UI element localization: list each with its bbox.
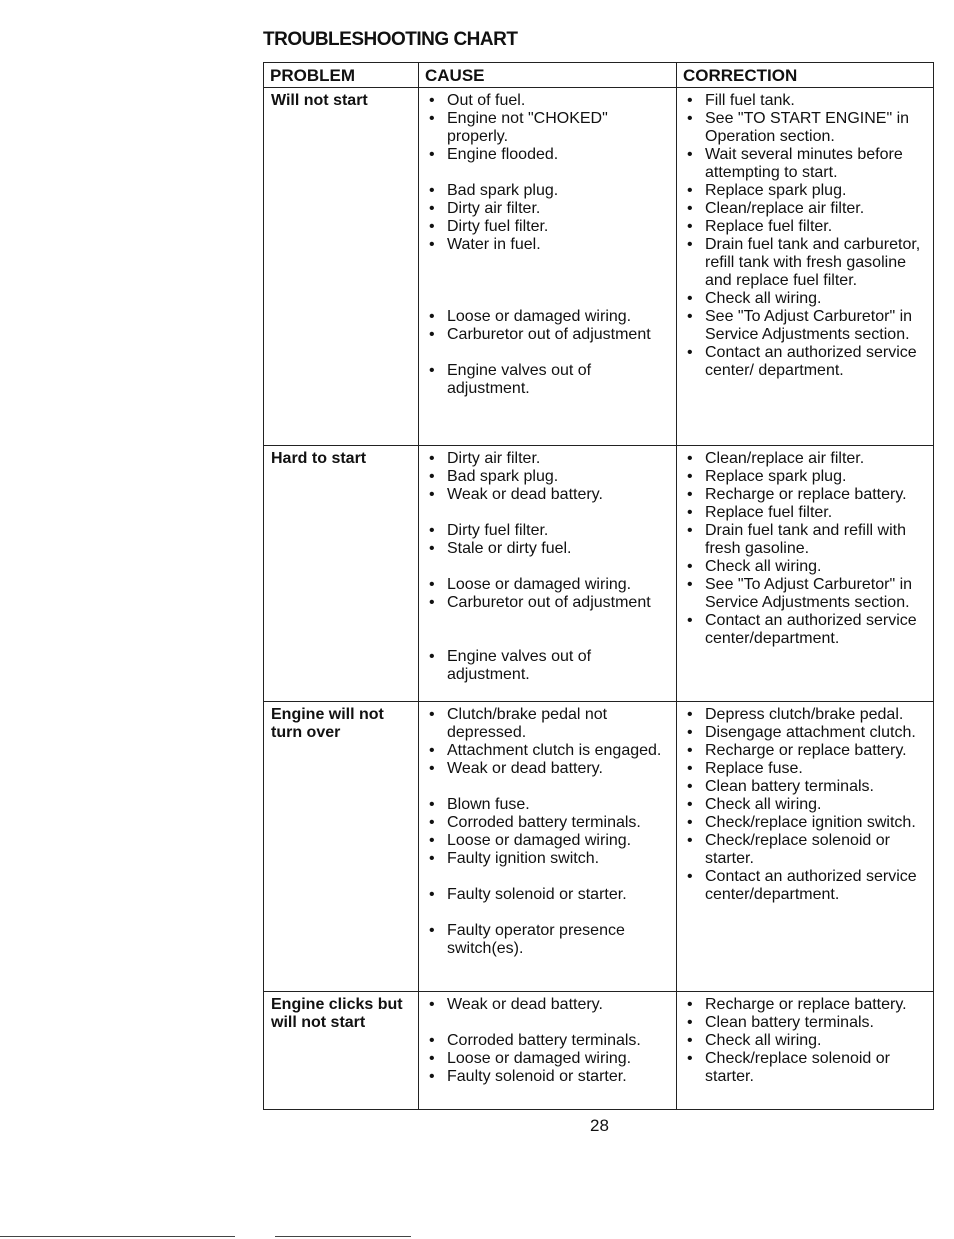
bullet-icon: • (429, 236, 435, 253)
correction-text: Fill fuel tank. (705, 92, 795, 109)
correction-text: Clean battery terminals. (705, 778, 874, 795)
cause-item (425, 814, 672, 832)
bullet-icon: • (687, 760, 693, 777)
correction-item (683, 576, 929, 612)
cause-text: Dirty air filter. (447, 450, 541, 467)
spacer (425, 778, 672, 796)
correction-text: Replace fuel filter. (705, 218, 833, 235)
correction-cell (677, 992, 934, 1110)
bullet-icon: • (429, 576, 435, 593)
bullet-icon: • (429, 796, 435, 813)
footer-rule (0, 1236, 235, 1237)
correction-item (683, 522, 929, 558)
correction-item (683, 110, 929, 146)
cause-cell (419, 446, 677, 702)
correction-item (683, 200, 929, 218)
correction-item (683, 760, 929, 778)
cause-text: Clutch/brake pedal not depressed. (447, 706, 608, 741)
bullet-icon: • (429, 200, 435, 217)
cause-text: Engine not "CHOKED" properly. (447, 110, 608, 145)
cause-text: Water in fuel. (447, 236, 541, 253)
correction-item (683, 218, 929, 236)
table-row (264, 992, 934, 1110)
bullet-icon: • (687, 1014, 693, 1031)
bullet-icon: • (687, 290, 693, 307)
bullet-icon: • (429, 850, 435, 867)
cause-item (425, 182, 672, 200)
correction-text: Check all wiring. (705, 558, 822, 575)
bullet-icon: • (687, 450, 693, 467)
correction-text: Recharge or replace battery. (705, 486, 907, 503)
spacer (425, 290, 672, 308)
correction-item (683, 1014, 929, 1032)
cause-item (425, 92, 672, 110)
correction-item (683, 1032, 929, 1050)
correction-text: Wait several minutes before attempting to start. (705, 146, 903, 181)
correction-text: Clean/replace air filter. (705, 450, 865, 467)
correction-text: Check/replace solenoid or starter. (705, 832, 890, 867)
spacer (425, 1014, 672, 1032)
cause-text: Faulty solenoid or starter. (447, 886, 627, 903)
bullet-icon: • (429, 308, 435, 325)
correction-item (683, 868, 929, 904)
cause-item (425, 576, 672, 594)
spacer (425, 164, 672, 182)
bullet-icon: • (429, 326, 435, 343)
bullet-icon: • (429, 182, 435, 199)
problem-cell: Hard to start (264, 446, 419, 702)
bullet-icon: • (687, 308, 693, 325)
bullet-icon: • (429, 540, 435, 557)
cause-item (425, 886, 672, 904)
correction-item (683, 814, 929, 832)
spacer (425, 504, 672, 522)
table-row (264, 88, 934, 446)
spacer (425, 344, 672, 362)
correction-text: Replace spark plug. (705, 182, 847, 199)
bullet-icon: • (429, 450, 435, 467)
correction-item (683, 92, 929, 110)
cause-item (425, 200, 672, 218)
bullet-icon: • (429, 996, 435, 1013)
bullet-icon: • (429, 886, 435, 903)
cause-item (425, 706, 672, 742)
cause-text: Faulty operator presence switch(es). (447, 922, 625, 957)
bullet-icon: • (687, 182, 693, 199)
cause-item (425, 594, 672, 612)
header-correction: CORRECTION (677, 63, 934, 88)
cause-text: Bad spark plug. (447, 468, 559, 485)
cause-text: Engine valves out of adjustment. (447, 648, 592, 683)
bullet-icon: • (687, 200, 693, 217)
correction-item (683, 558, 929, 576)
cause-item (425, 486, 672, 504)
cause-item (425, 742, 672, 760)
correction-text: See "To Adjust Carburetor" in Service Adjustments section. (705, 308, 913, 343)
cause-text: Bad spark plug. (447, 182, 559, 199)
correction-item (683, 486, 929, 504)
bullet-icon: • (687, 1050, 693, 1067)
cause-item (425, 218, 672, 236)
footer-rule (275, 1236, 411, 1237)
cause-item (425, 1032, 672, 1050)
spacer (425, 630, 672, 648)
cause-item (425, 326, 672, 344)
spacer (425, 254, 672, 272)
problem-cell: Engine clicks but will not start (264, 992, 419, 1110)
bullet-icon: • (687, 558, 693, 575)
cause-item (425, 648, 672, 684)
bullet-icon: • (429, 1068, 435, 1085)
bullet-icon: • (429, 648, 435, 665)
cause-text: Out of fuel. (447, 92, 526, 109)
bullet-icon: • (687, 522, 693, 539)
bullet-icon: • (687, 832, 693, 849)
bullet-icon: • (687, 218, 693, 235)
cause-item (425, 1068, 672, 1086)
correction-text: Replace fuel filter. (705, 504, 833, 521)
troubleshooting-table (263, 62, 933, 1112)
bullet-icon: • (687, 796, 693, 813)
correction-text: Contact an authorized service center/department. (705, 612, 917, 647)
cause-cell (419, 992, 677, 1110)
correction-text: Drain fuel tank and refill with fresh gasoline. (705, 522, 906, 557)
bullet-icon: • (687, 236, 693, 253)
correction-text: Disengage attachment clutch. (705, 724, 916, 741)
cause-text: Dirty air filter. (447, 200, 541, 217)
page-title: TROUBLESHOOTING CHART (263, 29, 518, 50)
bullet-icon: • (687, 92, 693, 109)
cause-text: Stale or dirty fuel. (447, 540, 572, 557)
bullet-icon: • (687, 576, 693, 593)
page-number: 28 (590, 1116, 609, 1135)
cause-item (425, 996, 672, 1014)
bullet-icon: • (429, 362, 435, 379)
correction-item (683, 468, 929, 486)
problem-cell: Engine will not turn over (264, 702, 419, 992)
table-header-row (264, 63, 934, 88)
bullet-icon: • (687, 868, 693, 885)
cause-text: Faulty solenoid or starter. (447, 1068, 627, 1085)
cause-item (425, 850, 672, 868)
cause-text: Weak or dead battery. (447, 996, 603, 1013)
cause-text: Loose or damaged wiring. (447, 308, 632, 325)
correction-text: Check/replace solenoid or starter. (705, 1050, 890, 1085)
cause-text: Weak or dead battery. (447, 486, 603, 503)
bullet-icon: • (687, 706, 693, 723)
correction-item (683, 344, 929, 380)
correction-text: Check all wiring. (705, 796, 822, 813)
bullet-icon: • (687, 504, 693, 521)
problem-cell: Will not start (264, 88, 419, 446)
bullet-icon: • (687, 724, 693, 741)
correction-cell (677, 446, 934, 702)
correction-item (683, 996, 929, 1014)
bullet-icon: • (687, 996, 693, 1013)
cause-text: Engine flooded. (447, 146, 559, 163)
cause-text: Dirty fuel filter. (447, 522, 549, 539)
correction-item (683, 182, 929, 200)
correction-text: Depress clutch/brake pedal. (705, 706, 904, 723)
bullet-icon: • (429, 594, 435, 611)
cause-text: Carburetor out of adjustment (447, 326, 651, 343)
bullet-icon: • (429, 468, 435, 485)
bullet-icon: • (687, 612, 693, 629)
bullet-icon: • (429, 522, 435, 539)
correction-text: Drain fuel tank and carburetor, refill tank with fresh gasoline and replace fuel filter. (705, 236, 921, 289)
table-row (264, 446, 934, 702)
bullet-icon: • (429, 146, 435, 163)
cause-text: Corroded battery terminals. (447, 814, 641, 831)
cause-item (425, 236, 672, 254)
correction-text: Check/replace ignition switch. (705, 814, 916, 831)
table-row (264, 702, 934, 992)
bullet-icon: • (429, 814, 435, 831)
cause-text: Attachment clutch is engaged. (447, 742, 662, 759)
bullet-icon: • (687, 468, 693, 485)
bullet-icon: • (429, 706, 435, 723)
bullet-icon: • (687, 344, 693, 361)
cause-cell (419, 88, 677, 446)
spacer (425, 272, 672, 290)
correction-item (683, 290, 929, 308)
bullet-icon: • (429, 1032, 435, 1049)
correction-text: See "TO START ENGINE" in Operation section. (705, 110, 910, 145)
cause-cell (419, 702, 677, 992)
correction-item (683, 236, 929, 290)
spacer (425, 558, 672, 576)
correction-text: Contact an authorized service center/ department. (705, 344, 917, 379)
bullet-icon: • (687, 110, 693, 127)
cause-text: Carburetor out of adjustment (447, 594, 651, 611)
cause-item (425, 468, 672, 486)
cause-item (425, 760, 672, 778)
cause-item (425, 450, 672, 468)
correction-text: Check all wiring. (705, 1032, 822, 1049)
correction-text: Check all wiring. (705, 290, 822, 307)
cause-text: Corroded battery terminals. (447, 1032, 641, 1049)
bullet-icon: • (429, 742, 435, 759)
cause-text: Weak or dead battery. (447, 760, 603, 777)
spacer (425, 612, 672, 630)
cause-item (425, 796, 672, 814)
correction-text: Replace fuse. (705, 760, 803, 777)
correction-text: Contact an authorized service center/department. (705, 868, 917, 903)
bullet-icon: • (687, 486, 693, 503)
correction-text: Recharge or replace battery. (705, 996, 907, 1013)
cause-text: Blown fuse. (447, 796, 530, 813)
cause-text: Loose or damaged wiring. (447, 1050, 632, 1067)
bullet-icon: • (429, 92, 435, 109)
correction-text: See "To Adjust Carburetor" in Service Adjustments section. (705, 576, 913, 611)
header-cause: CAUSE (419, 63, 677, 88)
correction-text: Recharge or replace battery. (705, 742, 907, 759)
correction-item (683, 778, 929, 796)
correction-text: Replace spark plug. (705, 468, 847, 485)
correction-item (683, 724, 929, 742)
correction-item (683, 796, 929, 814)
cause-item (425, 308, 672, 326)
cause-item (425, 362, 672, 398)
correction-item (683, 706, 929, 724)
cause-item (425, 922, 672, 958)
bullet-icon: • (429, 218, 435, 235)
correction-item (683, 308, 929, 344)
bullet-icon: • (687, 1032, 693, 1049)
bullet-icon: • (687, 742, 693, 759)
correction-text: Clean battery terminals. (705, 1014, 874, 1031)
bullet-icon: • (429, 922, 435, 939)
cause-text: Loose or damaged wiring. (447, 832, 632, 849)
bullet-icon: • (429, 760, 435, 777)
bullet-icon: • (429, 832, 435, 849)
cause-item (425, 110, 672, 146)
correction-text: Clean/replace air filter. (705, 200, 865, 217)
spacer (425, 868, 672, 886)
correction-item (683, 1050, 929, 1086)
bullet-icon: • (687, 814, 693, 831)
correction-cell (677, 702, 934, 992)
correction-item (683, 832, 929, 868)
correction-item (683, 504, 929, 522)
bullet-icon: • (687, 146, 693, 163)
cause-item (425, 522, 672, 540)
spacer (425, 904, 672, 922)
correction-cell (677, 88, 934, 446)
cause-text: Loose or damaged wiring. (447, 576, 632, 593)
cause-item (425, 832, 672, 850)
bullet-icon: • (429, 110, 435, 127)
cause-text: Dirty fuel filter. (447, 218, 549, 235)
bullet-icon: • (429, 486, 435, 503)
header-problem: PROBLEM (264, 63, 419, 88)
bullet-icon: • (429, 1050, 435, 1067)
correction-item (683, 612, 929, 648)
cause-text: Faulty ignition switch. (447, 850, 600, 867)
cause-item (425, 540, 672, 558)
cause-item (425, 146, 672, 164)
cause-text: Engine valves out of adjustment. (447, 362, 592, 397)
bullet-icon: • (687, 778, 693, 795)
correction-item (683, 742, 929, 760)
cause-item (425, 1050, 672, 1068)
correction-item (683, 146, 929, 182)
correction-item (683, 450, 929, 468)
